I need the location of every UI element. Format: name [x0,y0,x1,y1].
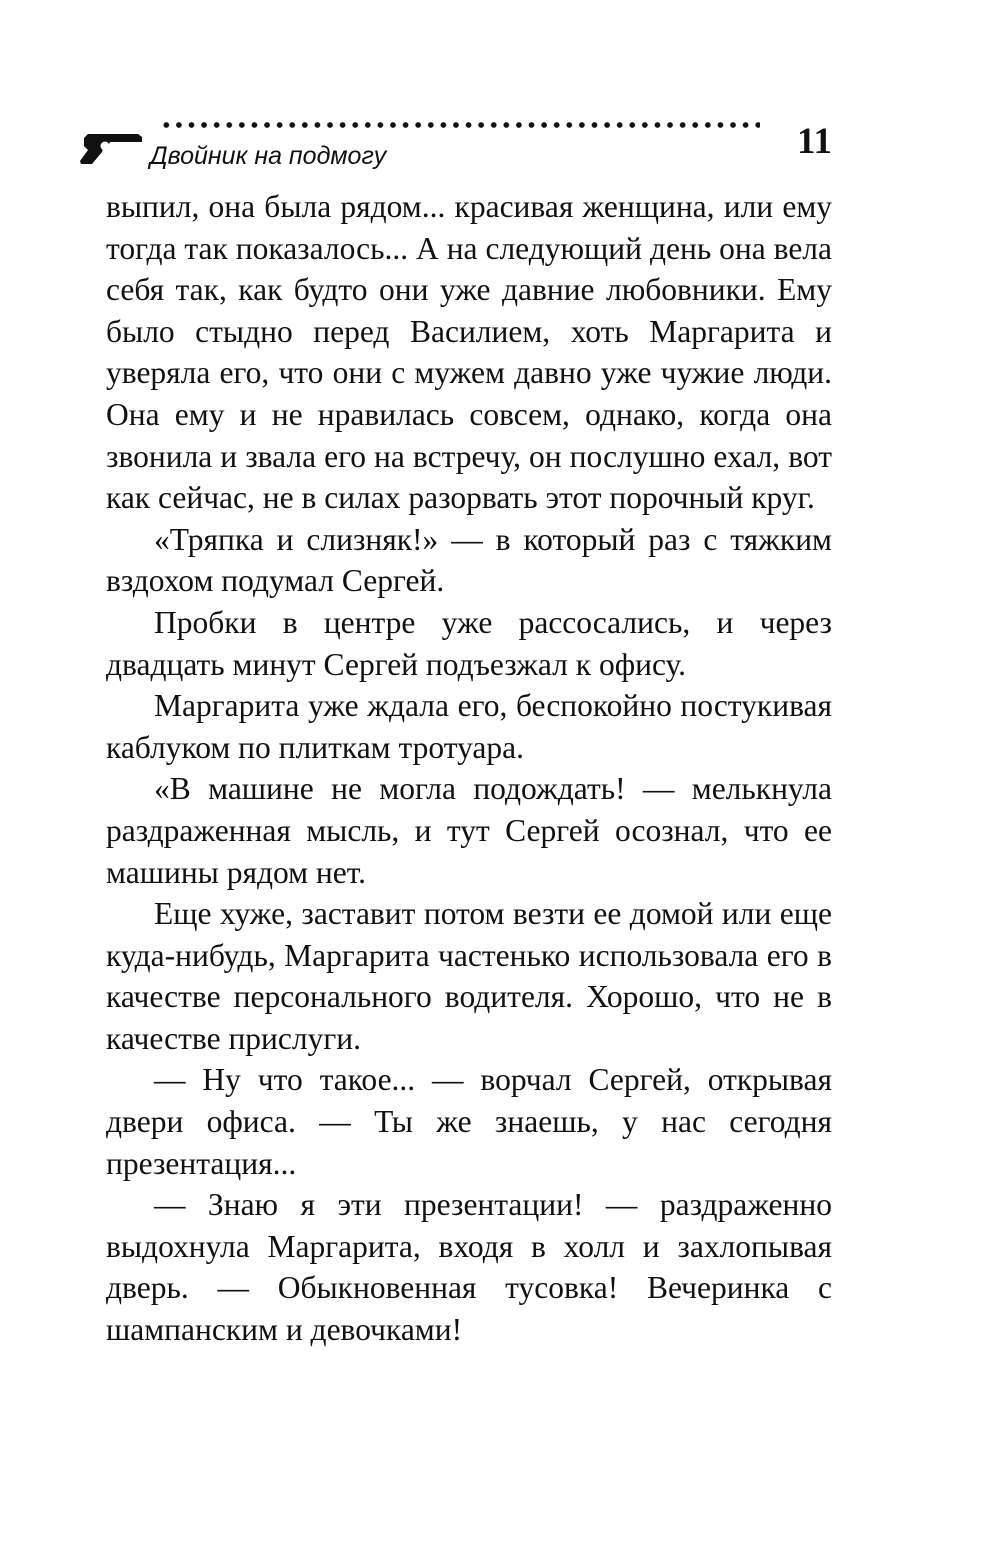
running-title: Двойник на подмогу [150,142,387,170]
paragraph: «Тряпка и слизняк!» — в который раз с тяжким вздохом подумал Сергей. [106,521,832,599]
paragraph: выпил, она была рядом... красивая женщина, или ему тогда так показалось... А на следующий день она вела себя так, как будто они уже давние любовники. Ему было стыдно перед Василием, хоть Маргарита и уверяла его, что они с мужем давно уже чужие люди. Она ему и не нравилась совсем, однако, когда она звонила и звала его на встречу, он послушно ехал, вот как сейчас, не в силах разорвать этот порочный круг. [106,189,832,516]
paragraph: Еще хуже, заставит потом везти ее домой или еще куда-нибудь, Маргарита частенько использовала его в качестве персонального водителя. Хорошо, что не в качестве прислуги. [106,896,832,1056]
paragraph: «В машине не могла подождать! — мелькнула раздраженная мысль, и тут Сергей осознал, что ее машины рядом нет. [106,771,832,890]
paragraph: Маргарита уже ждала его, беспокойно постукивая каблуком по плиткам тротуара. [106,688,832,765]
pistol-icon [78,130,144,166]
page-number: 11 [797,121,832,162]
dotted-rule [160,120,760,130]
paragraph: — Ну что такое... — ворчал Сергей, открывая двери офиса. — Ты же знаешь, у нас сегодня презентация... [106,1062,832,1181]
page-header [78,116,838,176]
body-text [106,186,832,1351]
paragraph: — Знаю я эти презентации! — раздраженно выдохнула Маргарита, входя в холл и захлопывая дверь. — Обыкновенная тусовка! Вечеринка с шампанским и девочками! [106,1187,832,1348]
paragraph: Пробки в центре уже рассосались, и через двадцать минут Сергей подъезжал к офису. [106,604,832,682]
